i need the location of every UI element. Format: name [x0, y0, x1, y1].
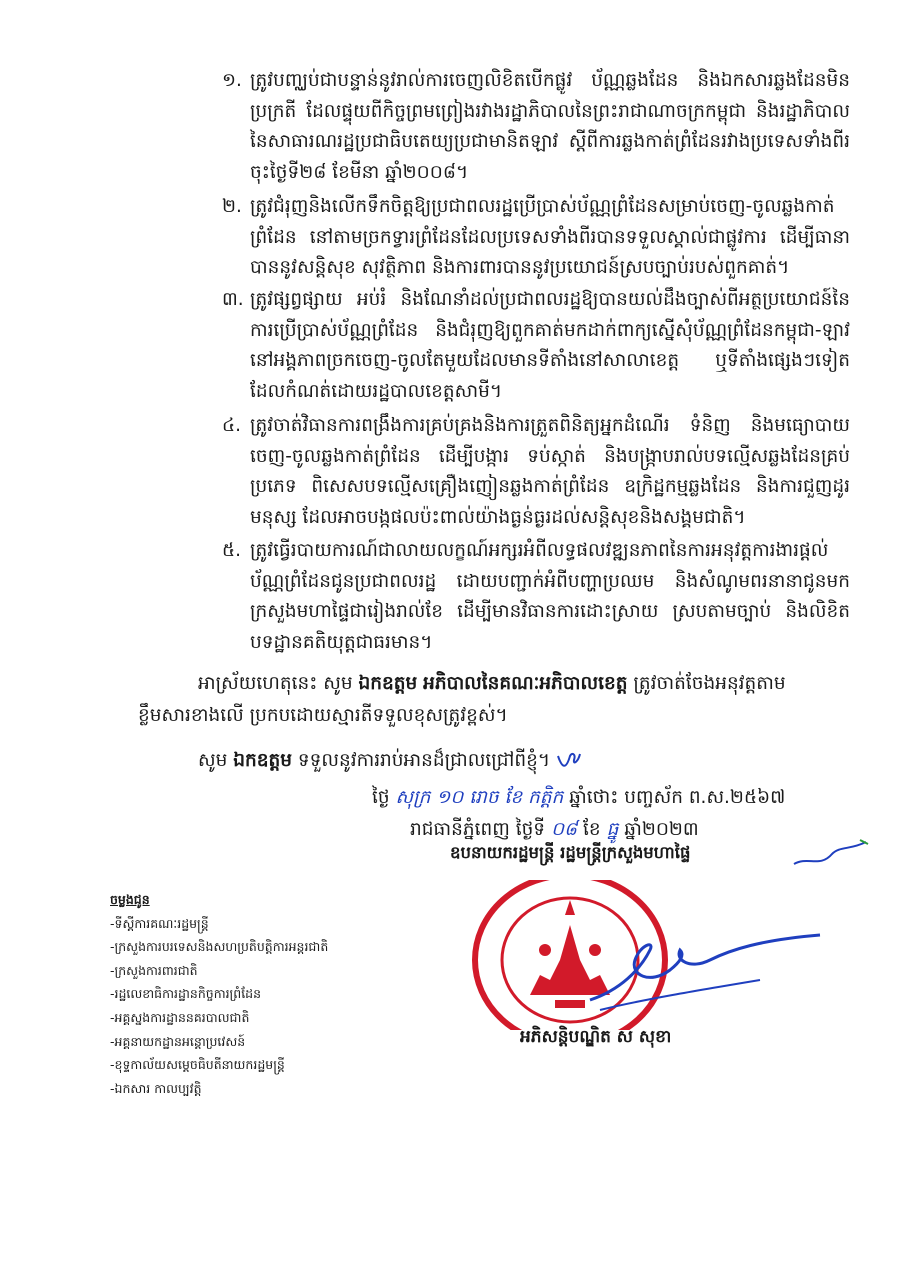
item-number: ៤.	[222, 415, 241, 436]
list-item	[222, 66, 850, 188]
distribution-list	[110, 888, 328, 1100]
list-item: -រដ្ឋលេខាធិការដ្ឋានកិច្ចការព្រំដែន	[110, 986, 262, 1002]
signatory-title: ឧបនាយករដ្ឋមន្ត្រី រដ្ឋមន្ត្រីក្រសួងមហាផ្ទៃ	[450, 843, 691, 862]
handwritten-month: ធ្នូ	[606, 819, 619, 840]
list-item	[222, 285, 850, 407]
list-item	[222, 536, 850, 658]
list-item: -ក្រសួងការពារជាតិ	[110, 962, 198, 978]
initial-mark-icon	[556, 750, 582, 772]
salutation: សូម ឯកឧត្តម ទទួលនូវការរាប់អានដ៏ជ្រាលជ្រៅពីខ្ញុំ។	[198, 745, 858, 777]
item-text: ត្រូវចាត់វិធានការពង្រឹងការគ្រប់គ្រងនិងការត្រួតពិនិត្យអ្នកដំណើរ ទំនិញ និងមធ្យោបាយចេញ-ចូលឆ្លងកាត់ព្រំដែន ដើម្បីបង្ការ ទប់ស្កាត់ និងបង្ក្រាបរាល់បទល្មើសឆ្លងដែនគ្រប់ប្រភេទ ពិសេសបទល្មើសគ្រឿងញៀនឆ្លងកាត់ព្រំដែន ឧក្រិដ្ឋកម្មឆ្លងដែន និងការជួញដូរមនុស្ស ដែលអាចបង្កផលប៉ះពាល់យ៉ាងធ្ងន់ធ្ងរដល់សន្តិសុខនិងសង្គមជាតិ។	[250, 415, 850, 528]
list-item: -ខុទ្ទកាល័យសម្តេចធិបតីនាយករដ្ឋមន្ត្រី	[110, 1057, 285, 1073]
lunar-date-line: ថ្ងៃ សុក្រ ១០ រោច ខែ កត្តិក ឆ្នាំថោះ បញ្ចស័ក ព.ស.២៥៦៧	[372, 787, 786, 808]
list-item: -ឯកសារ កាលប្បវត្តិ	[110, 1080, 202, 1096]
item-number: ៣.	[222, 289, 244, 310]
item-number: ២.	[222, 196, 242, 217]
gregorian-date-line: រាជធានីភ្នំពេញ ថ្ងៃទី ០៨ ខែ ធ្នូ ឆ្នាំ២០២៣	[410, 819, 699, 840]
item-text: ត្រូវផ្សព្វផ្សាយ អប់រំ និងណែនាំដល់ប្រជាពលរដ្ឋឱ្យបានយល់ដឹងច្បាស់ពីអត្ថប្រយោជន៍នៃការប្រើប្រាស់ប័ណ្ណព្រំដែន និងជំរុញឱ្យពួកគាត់មកដាក់ពាក្យស្នើសុំប័ណ្ណព្រំដែនកម្ពុជា-ឡាវ នៅអង្គភាពច្រកចេញ-ចូលតែមួយដែលមានទីតាំងនៅសាលាខេត្ត ឬទីតាំងផ្សេងៗទៀតដែលកំណត់ដោយរដ្ឋបាលខេត្តសាមី។	[250, 289, 850, 402]
list-item	[222, 192, 850, 284]
item-number: ១.	[222, 70, 242, 91]
list-item: -អគ្គស្នងការដ្ឋាននគរបាលជាតិ	[110, 1009, 250, 1025]
item-text: ត្រូវជំរុញនិងលើកទឹកចិត្តឱ្យប្រជាពលរដ្ឋប្រើប្រាស់ប័ណ្ណព្រំដែនសម្រាប់ចេញ-ចូលឆ្លងកាត់ព្រំដែន នៅតាមច្រកទ្វារព្រំដែនដែលប្រទេសទាំងពីរបានទទួលស្គាល់ជាផ្លូវការ ដើម្បីធានាបាននូវសន្តិសុខ សុវត្ថិភាព និងការពារបាននូវប្រយោជន៍ស្របច្បាប់របស់ពួកគាត់។	[250, 196, 850, 278]
signature-icon	[580, 930, 830, 1020]
closing-paragraph-cont: ខ្លឹមសារខាងលើ ប្រកបដោយស្មារតីទទួលខុសត្រូវខ្ពស់។	[138, 705, 508, 726]
signature-flourish-icon	[790, 838, 870, 872]
list-item: -ក្រសួងការបរទេសនិងសហប្រតិបត្តិការអន្តរជាតិ	[110, 939, 329, 955]
handwritten-lunar-date: សុក្រ ១០ រោច ខែ កត្តិក	[395, 787, 564, 808]
list-item: -អគ្គនាយកដ្ឋានអន្តោប្រវេសន៍	[110, 1033, 246, 1049]
item-text: ត្រូវបញ្ឈប់ជាបន្ទាន់នូវរាល់ការចេញលិខិតបើកផ្លូវ ប័ណ្ណឆ្លងដែន និងឯកសារឆ្លងដែនមិនប្រក្រតី ដែលផ្ទុយពីកិច្ចព្រមព្រៀងរវាងរដ្ឋាភិបាលនៃព្រះរាជាណាចក្រកម្ពុជា និងរដ្ឋាភិបាលនៃសាធារណរដ្ឋប្រជាធិបតេយ្យប្រជាមានិតឡាវ ស្តីពីការឆ្លងកាត់ព្រំដែនរវាងប្រទេសទាំងពីរ ចុះថ្ងៃទី២៨ ខែមីនា ឆ្នាំ២០០៨។	[250, 70, 850, 183]
list-item: -ទីស្តីការគណៈរដ្ឋមន្ត្រី	[110, 915, 209, 931]
handwritten-day: ០៨	[550, 819, 578, 840]
list-item	[222, 411, 850, 533]
signatory-name: អភិសន្តិបណ្ឌិត ស សុខា	[520, 1027, 672, 1047]
cc-title: ចម្លងជូន	[110, 892, 150, 907]
item-number: ៥.	[222, 540, 241, 561]
addressee-title: ឯកឧត្តម	[358, 673, 418, 694]
addressee-office: អភិបាលនៃគណៈអភិបាលខេត្ត	[423, 673, 628, 694]
item-text: ត្រូវធ្វើរបាយការណ៍ជាលាយលក្ខណ៍អក្សរអំពីលទ្ធផលវឌ្ឍនភាពនៃការអនុវត្តការងារផ្តល់ប័ណ្ណព្រំដែនជូនប្រជាពលរដ្ឋ ដោយបញ្ជាក់អំពីបញ្ហាប្រឈម និងសំណូមពរនានាជូនមកក្រសួងមហាផ្ទៃជារៀងរាល់ខែ ដើម្បីមានវិធានការដោះស្រាយ ស្របតាមច្បាប់ និងលិខិតបទដ្ឋានគតិយុត្តជាធរមាន។	[250, 540, 850, 653]
closing-paragraph: អាស្រ័យហេតុនេះ សូម ឯកឧត្តម អភិបាលនៃគណៈអភិបាលខេត្ត ត្រូវចាត់ចែងអនុវត្តតាម	[198, 673, 786, 694]
